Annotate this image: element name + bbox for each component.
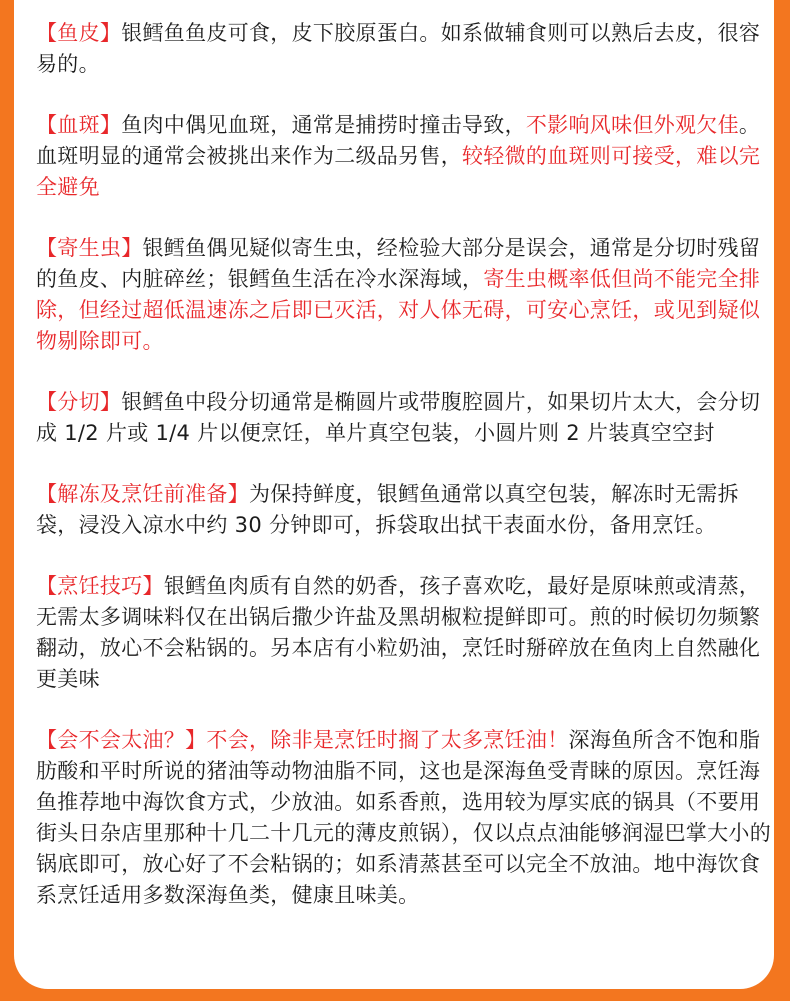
section-cooking-tips: [36, 571, 774, 695]
section-tag: 【鱼皮】: [36, 21, 122, 45]
section-text: 鱼肉中偶见血斑，通常是捕捞时撞击导致，: [121, 113, 526, 137]
section-tag: 【烹饪技巧】: [36, 574, 164, 598]
section-text: 银鳕鱼中段分切通常是椭圆片或带腹腔圆片，如果切片太大，会分切成 1/2 片或 1/4 片以便烹饪，单片真空包装，小圆片则 2 片装真空空封: [36, 390, 761, 445]
highlight-text: 不会，除非是烹饪时搁了太多烹饪油！: [206, 728, 569, 752]
section-tag: 【分切】: [36, 390, 122, 414]
section-text: 。血斑明显的通常会被挑出来作为二级品另售，: [36, 113, 761, 168]
section-cutting: [36, 387, 774, 449]
content-card: [14, 0, 774, 989]
highlight-text: 不影响风味但外观欠佳: [525, 113, 739, 137]
section-oiliness: [36, 725, 774, 911]
section-tag: 【血斑】: [36, 113, 122, 137]
section-parasites: [36, 233, 774, 357]
section-blood-spots: [36, 110, 774, 203]
section-tag: 【寄生虫】: [36, 236, 143, 260]
faq-content: [36, 18, 774, 941]
section-thawing: [36, 479, 774, 541]
section-fish-skin: [36, 18, 774, 80]
section-tag: 【会不会太油？】: [36, 728, 207, 752]
section-text: 银鳕鱼肉质有自然的奶香，孩子喜欢吃，最好是原味煎或清蒸，无需太多调味料仅在出锅后撒少许盐及黑胡椒粒提鲜即可。煎的时候切勿频繁翻动，放心不会粘锅的。另本店有小粒奶油，烹饪时掰碎放在鱼肉上自然融化更美味: [36, 574, 761, 691]
highlight-text: 寄生虫概率低但尚不能完全排除，但经过超低温速冻之后即已灭活，对人体无碍，可安心烹饪，或见到疑似物剔除即可。: [36, 267, 761, 353]
section-text: 银鳕鱼偶见疑似寄生虫，经检验大部分是误会，通常是分切时残留的鱼皮、内脏碎丝；银鳕鱼生活在冷水深海域，: [36, 236, 761, 291]
highlight-text: 较轻微的血斑则可接受，难以完全避免: [36, 144, 761, 199]
section-tag: 【解冻及烹饪前准备】: [36, 482, 249, 506]
section-text: 深海鱼所含不饱和脂肪酸和平时所说的猪油等动物油脂不同，这也是深海鱼受青睐的原因。烹饪海鱼推荐地中海饮食方式，少放油。如系香煎，选用较为厚实底的锅具（不要用街头日杂店里那种十几二十几元的薄皮煎锅），仅以点点油能够润湿巴掌大小的锅底即可，放心好了不会粘锅的；如系清蒸甚至可以完全不放油。地中海饮食系烹饪适用多数深海鱼类，健康且味美。: [36, 728, 771, 907]
section-text: 为保持鲜度，银鳕鱼通常以真空包装，解冻时无需拆袋，浸没入凉水中约 30 分钟即可，拆袋取出拭干表面水份，备用烹饪。: [36, 482, 739, 537]
section-text: 银鳕鱼鱼皮可食，皮下胶原蛋白。如系做辅食则可以熟后去皮，很容易的。: [36, 21, 761, 76]
